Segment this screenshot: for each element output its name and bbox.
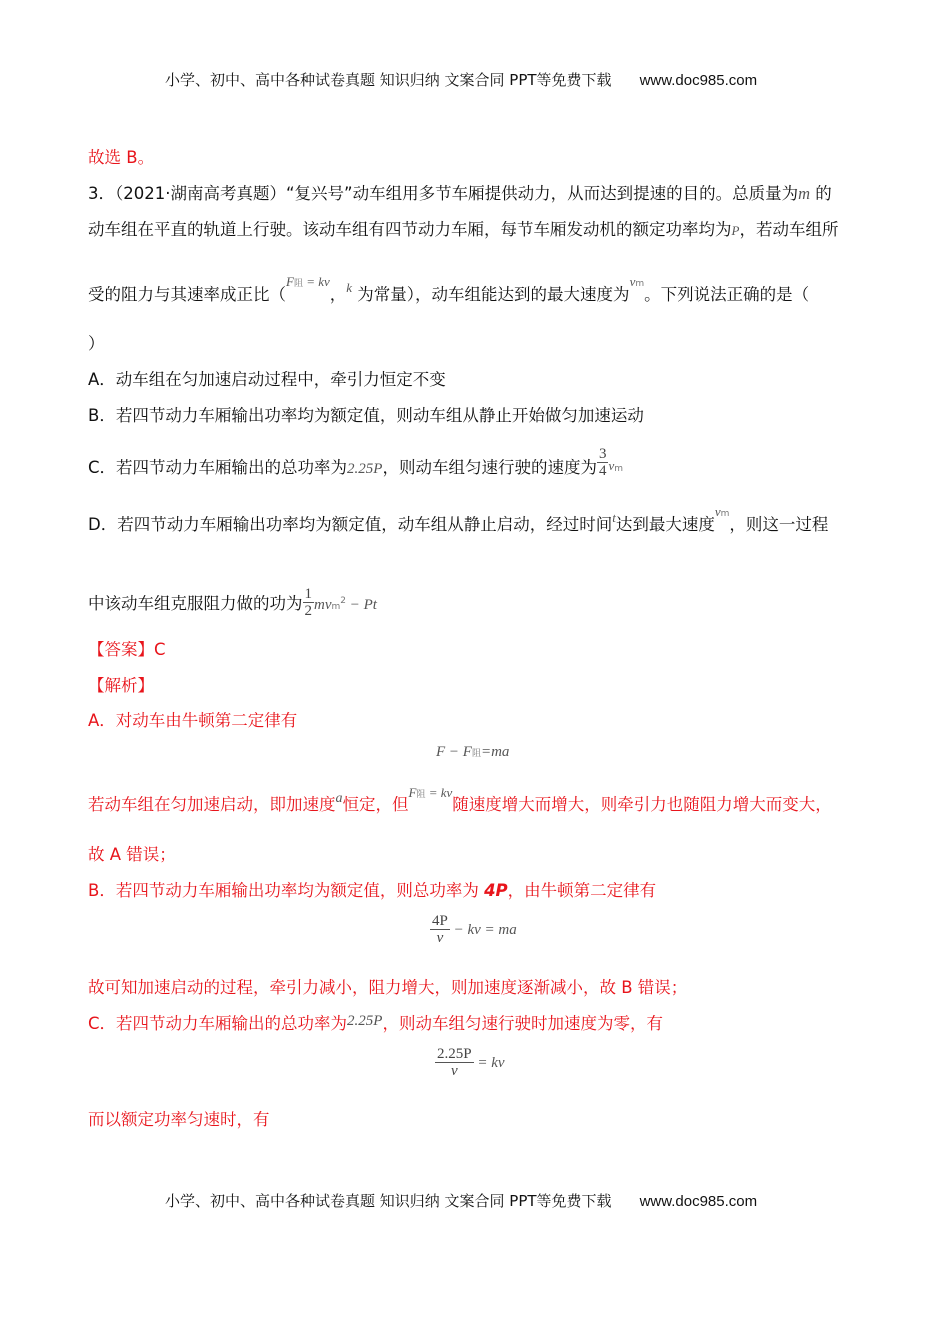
var-vm: vm <box>629 274 645 289</box>
header-url[interactable]: www.doc985.com <box>639 72 758 89</box>
option-b: B．若四节动力车厢输出功率均为额定值，则动车组从静止开始做匀加速运动 <box>88 406 644 425</box>
analysis-b-2: 故可知加速启动的过程，牵引力减小，阻力增大，则加速度逐渐减小，故 B 错误； <box>88 978 688 997</box>
equation-2: $\frac{4P}{v}$ − kv = ma <box>432 913 517 946</box>
formula-resistance: F阻 = kv <box>286 274 330 289</box>
question-line-3: 受的阻力与其速率成正比（F阻 = kv，$^k$ 为常量），动车组能达到的最大速度为vm。下列说法正确的是（ <box>88 283 809 310</box>
analysis-c-2: 而以额定功率匀速时，有 <box>88 1110 270 1129</box>
analysis-a-2: 若动车组在匀加速启动，即加速度$^a$恒定，但F阻 = kv随速度增大而增大，则牵引力也随阻力增大而变大， <box>88 793 832 820</box>
header-text: 小学、初中、高中各种试卷真题 知识归纳 文案合同 PPT等免费下载 <box>165 71 612 89</box>
var-a: a <box>335 791 343 806</box>
option-d-line-2: 中该动车组克服阻力做的功为 $\frac{1}{2}$ mvm$^2$ − Pt <box>88 586 377 619</box>
formula-resistance-2: F阻 = kv <box>408 785 453 800</box>
option-c-power: 2.25P <box>347 461 383 477</box>
question-source: （2021·湖南高考真题） <box>115 184 286 203</box>
option-d-line-1: D．若四节动力车厢输出功率均为额定值，动车组从静止启动，经过时间$^t$达到最大速度vm，则这一过程 <box>88 513 828 540</box>
question-line-4: ） <box>88 334 105 353</box>
page-header <box>165 69 757 90</box>
option-a: A．动车组在匀加速启动过程中，牵引力恒定不变 <box>88 370 446 389</box>
footer-text: 小学、初中、高中各种试卷真题 知识归纳 文案合同 PPT等免费下载 <box>165 1192 612 1210</box>
equation-3: $\frac{2.25P}{v}$ = kv <box>437 1046 505 1079</box>
var-P: P <box>731 223 740 238</box>
analysis-b-1: B．若四节动力车厢输出功率均为额定值，则总功率为 4P，由牛顿第二定律有 <box>88 881 657 900</box>
analysis-c-1: C．若四节动力车厢输出的总功率为2.25P，则动车组匀速行驶时加速度为零，有 <box>88 1013 663 1033</box>
option-d-vm: vm <box>714 504 730 519</box>
option-d-fraction: $\frac{1}{2}$ <box>304 586 312 619</box>
question-line-2: 动车组在平直的轨道上行驶。该动车组有四节动力车厢，每节车厢发动机的额定功率均为P，若动车组所 <box>88 220 839 239</box>
prev-answer: 故选 B。 <box>88 148 155 167</box>
question-line-1: 3．（2021·湖南高考真题）“复兴号”动车组用多节车厢提供动力，从而达到提速的目的。总质量为m 的 <box>88 184 832 203</box>
analysis-label: 【解析】 <box>88 676 154 695</box>
analysis-a-1: A．对动车由牛顿第二定律有 <box>88 711 298 730</box>
equation-1: F − F阻=ma <box>436 744 510 760</box>
analysis-a-3: 故 A 错误； <box>88 845 176 864</box>
question-number: 3． <box>88 184 115 203</box>
option-c-fraction: $\frac{3}{4}$ <box>598 446 607 479</box>
option-c: C．若四节动力车厢输出的总功率为2.25P，则动车组匀速行驶的速度为 $\frac{3}{4}$ vm <box>88 446 624 479</box>
answer-label: 【答案】C <box>88 640 166 659</box>
var-t: t <box>612 510 616 525</box>
var-m: m <box>798 184 811 203</box>
page-footer <box>165 1190 757 1211</box>
var-k: k <box>346 280 353 295</box>
footer-url[interactable]: www.doc985.com <box>639 1193 758 1210</box>
